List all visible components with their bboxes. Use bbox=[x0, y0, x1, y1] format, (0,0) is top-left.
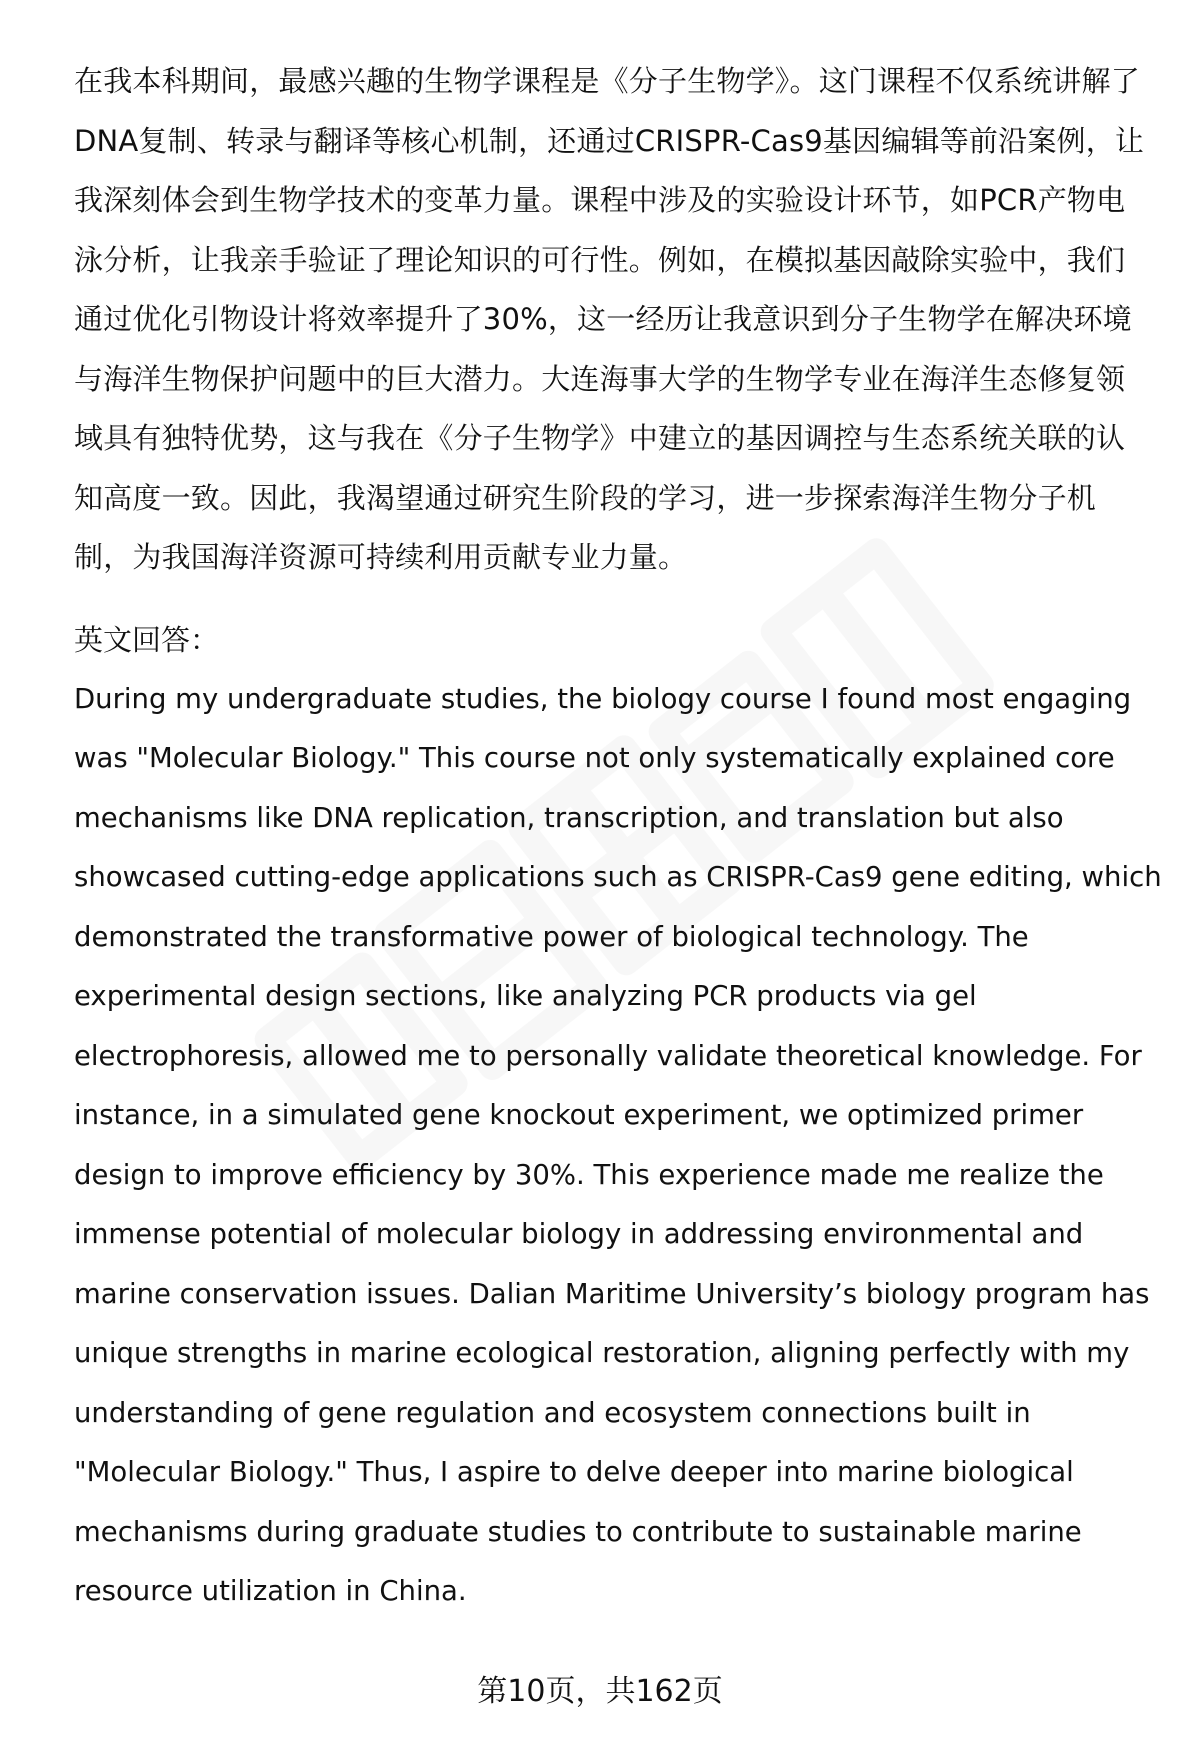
english-answer-paragraph: During my undergraduate studies, the biology course I found most engaging was "Molecular Biology." This course not only systematically explained core mechanisms like DNA replication, transcription, and translation but also showcased cutting-edge applications such as CRISPR-Cas9 gene editing, which demonstrated the transformative power of biological technology. The experimental design sections, like analyzing PCR products via gel electrophoresis, allowed me to personally validate theoretical knowledge. For instance, in a simulated gene knockout experiment, we optimized primer design to improve efficiency by 30%. This experience made me realize the immense potential of molecular biology in addressing environmental and marine conservation issues. Dalian Maritime University’s biology program has unique strengths in marine ecological restoration, aligning perfectly with my understanding of gene regulation and ecosystem connections built in "Molecular Biology." Thus, I aspire to delve deeper into marine biological mechanisms during graduate studies to contribute to sustainable marine resource utilization in China. bbox=[74, 682, 1162, 1607]
english-answer-label: 英文回答： bbox=[74, 622, 220, 657]
document-body bbox=[74, 52, 1162, 1622]
chinese-answer-paragraph: 在我本科期间，最感兴趣的生物学课程是《分子生物学》。这门课程不仅系统讲解了DNA复制、转录与翻译等核心机制，还通过CRISPR-Cas9基因编辑等前沿案例，让我深刻体会到生物学技术的变革力量。课程中涉及的实验设计环节，如PCR产物电泳分析，让我亲手验证了理论知识的可行性。例如，在模拟基因敲除实验中，我们通过优化引物设计将效率提升了30%，这一经历让我意识到分子生物学在解决环境与海洋生物保护问题中的巨大潜力。大连海事大学的生物学专业在海洋生态修复领域具有独特优势，这与我在《分子生物学》中建立的基因调控与生态系统关联的认知高度一致。因此，我渴望通过研究生阶段的学习，进一步探索海洋生物分子机制，为我国海洋资源可持续利用贡献专业力量。 bbox=[74, 64, 1145, 574]
page-number-footer: 第10页，共162页 bbox=[477, 1674, 723, 1709]
